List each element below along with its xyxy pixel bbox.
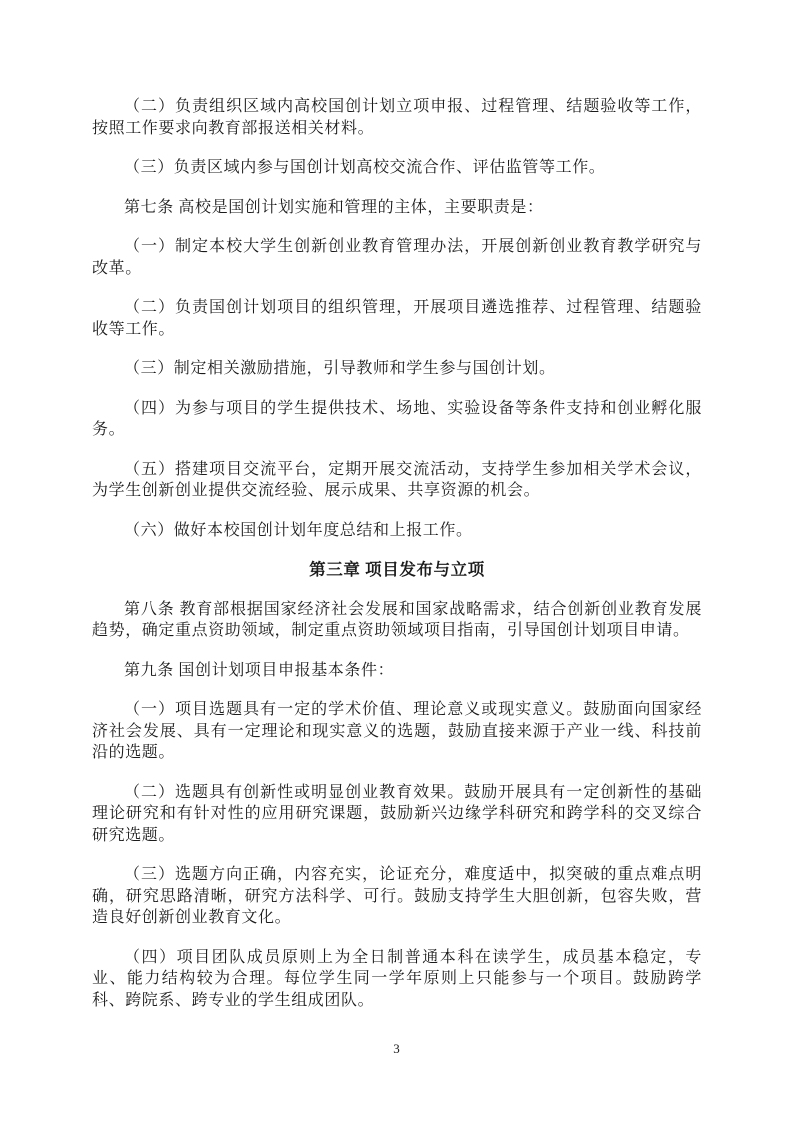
paragraph: （三）制定相关激励措施，引导教师和学生参与国创计划。 xyxy=(124,360,556,377)
paragraph: （二）选题具有创新性或明显创业教育效果。鼓励开展具有一定创新性的基础理论研究和有针对性的应用研究课题，鼓励新兴边缘学科研究和跨学科的交叉综合研究选题。 xyxy=(92,783,702,844)
paragraph: （二）负责组织区域内高校国创计划立项申报、过程管理、结题验收等工作，按照工作要求向教育部报送相关材料。 xyxy=(92,98,702,137)
paragraph: （一）项目选题具有一定的学术价值、理论意义或现实意义。鼓励面向国家经济社会发展、具有一定理论和现实意义的选题，鼓励直接来源于产业一线、科技前沿的选题。 xyxy=(92,701,702,761)
paragraph: （一）制定本校大学生创新创业教育管理办法，开展创新创业教育教学研究与改革。 xyxy=(92,238,702,277)
paragraph: （五）搭建项目交流平台，定期开展交流活动，支持学生参加相关学术会议，为学生创新创业提供交流经验、展示成果、共享资源的机会。 xyxy=(92,460,702,499)
paragraph: （三）选题方向正确，内容充实，论证充分，难度适中，拟突破的重点难点明确，研究思路清晰，研究方法科学、可行。鼓励支持学生大胆创新，包容失败，营造良好创新创业教育文化。 xyxy=(92,866,702,926)
paragraph: 第九条 国创计划项目申报基本条件： xyxy=(124,661,395,679)
paragraph: （六）做好本校国创计划年度总结和上报工作。 xyxy=(124,521,473,539)
paragraph: （四）为参与项目的学生提供技术、场地、实验设备等条件支持和创业孵化服务。 xyxy=(92,399,702,438)
paragraph: （四）项目团队成员原则上为全日制普通本科在读学生，成员基本稳定，专业、能力结构较为合理。每位学生同一学年原则上只能参与一个项目。鼓励跨学科、跨院系、跨专业的学生组成团队。 xyxy=(92,948,702,1009)
chapter-heading: 第三章 项目发布与立项 xyxy=(309,560,485,579)
paragraph: 第七条 高校是国创计划实施和管理的主体，主要职责是： xyxy=(124,198,544,216)
page-number: 3 xyxy=(393,1041,400,1056)
paragraph: 第八条 教育部根据国家经济社会发展和国家战略需求，结合创新创业教育发展趋势，确定重点资助领域，制定重点资助领域项目指南，引导国创计划项目申请。 xyxy=(92,600,702,639)
paragraph: （三）负责区域内参与国创计划高校交流合作、评估监管等工作。 xyxy=(124,159,606,176)
paragraph: （二）负责国创计划项目的组织管理，开展项目遴选推荐、过程管理、结题验收等工作。 xyxy=(92,299,702,338)
